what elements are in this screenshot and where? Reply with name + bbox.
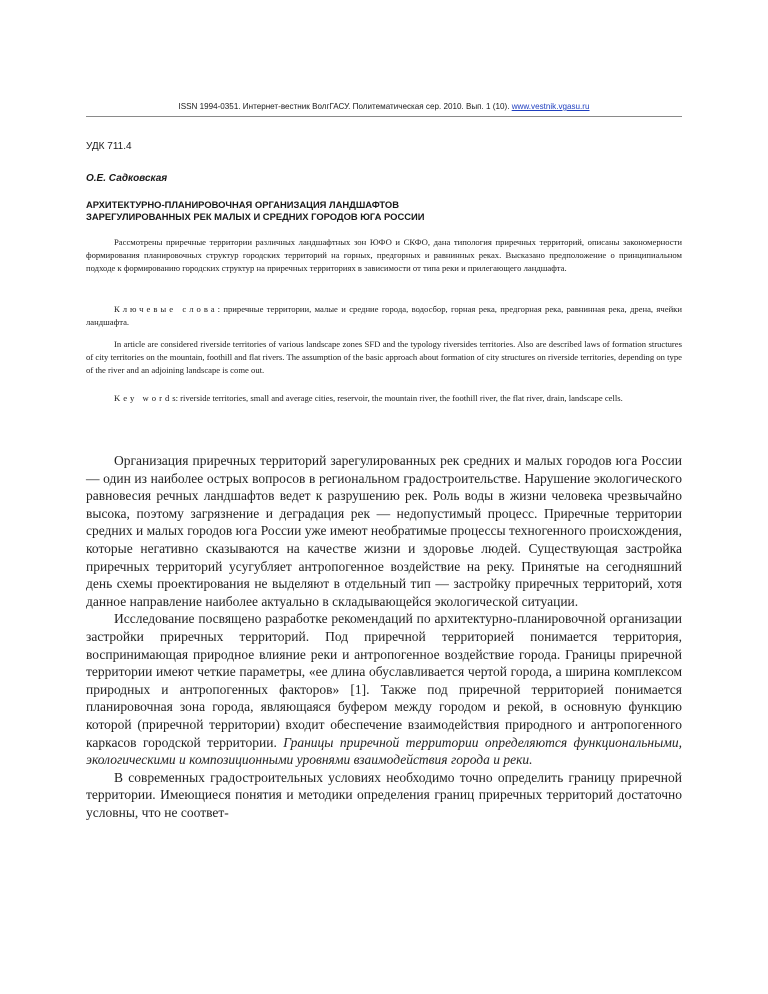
- journal-citation: ISSN 1994-0351. Интернет-вестник ВолгГАСУ. Политематическая сер. 2010. Вып. 1 (10).: [178, 102, 510, 111]
- journal-link[interactable]: www.vestnik.vgasu.ru: [511, 102, 590, 111]
- journal-header: [86, 102, 682, 111]
- abstract-ru: Рассмотрены приречные территории различных ландшафтных зон ЮФО и СКФО, дана типология приречных территорий, описаны закономерности формирования планировочных структур городских территорий на горных, предгорных и равнинных реках. Высказано предположение о принципиальном подходе к формированию городских структур на приречных территориях в зависимости от типа реки и прилегающего ландшафта.: [86, 237, 682, 273]
- body-paragraph-1: Организация приречных территорий зарегулированных рек средних и малых городов юга России — один из наиболее острых вопросов в региональном градостроительстве. Нарушение экологического равновесия речных ландшафтов ведет к разрушению рек. Роль воды в жизни человека чрезвычайно высока, поэтому загрязнение и деградация рек — недопустимый процесс. Приречные территории средних и малых городов юга России уже имеют необратимые процессы техногенного происхождения, которые негативно сказываются на качестве жизни и здоровье людей. Существующая застройка приречных территорий усугубляет антропогенное воздействие на реку. Принятые на сегодняшний день схемы проектирования не выделяют в отдельный тип — застройку приречных территорий, хотя данное направление наиболее актуально в складывающейся экологической ситуации.: [86, 453, 682, 609]
- title-line-2: ЗАРЕГУЛИРОВАННЫХ РЕК МАЛЫХ И СРЕДНИХ ГОРОДОВ ЮГА РОССИИ: [86, 210, 425, 222]
- keywords-en-text: s: riverside territories, small and average cities, reservoir, the mountain river, the foothill river, the flat river, drain, landscape cells.: [172, 393, 623, 403]
- body-paragraph-2: [86, 610, 682, 768]
- keywords-ru: [86, 303, 682, 329]
- keywords-en-label: Key word: [114, 393, 173, 403]
- body-paragraph-2-text: Исследование посвящено разработке рекомендаций по архитектурно-планировочной организации застройки приречных территорий. Под приречной территорией понимается территория, воспринимающая природное влияние реки и антропогенное воздействие города. Границы приречной территории имеют четкие параметры, «ее длина обуславливается чертой города, а ширина комплексом природных и антропогенных факторов» [1]. Также под приречной территорией понимается планировочная зона города, являющаяся буфером между городом и рекой, в основную функцию которой (приречной территории) входит обеспечение взаимодействия природного и антропогенного каркасов городской территории.: [86, 611, 682, 750]
- title-line-1: АРХИТЕКТУРНО-ПЛАНИРОВОЧНАЯ ОРГАНИЗАЦИЯ ЛАНДШАФТОВ: [86, 199, 399, 210]
- author-name: О.Е. Садковская: [86, 173, 168, 184]
- udk-code: УДК 711.4: [86, 141, 132, 152]
- keywords-en: [86, 392, 682, 405]
- body-paragraph-2-italic: Границы приречной территории определяются функциональными, экологическими и композиционными уровнями взаимодействия города и реки.: [86, 734, 682, 768]
- keywords-ru-text: : приречные территории, малые и средние города, водосбор, горная река, предгорная река, равнинная река, дрена, ячейки ландшафта.: [86, 304, 682, 327]
- article-title: [86, 199, 682, 222]
- abstract-en: In article are considered riverside territories of various landscape zones SFD and the typology riversides territories. Also are described laws of formation structures of city territories on the mountain, foothill and flat rivers. The assumption of the basic approach about formation of city structures on riverside territories, depending on type of the river and an adjoining landscape is come out.: [86, 339, 682, 375]
- body-paragraph-3: В современных градостроительных условиях необходимо точно определить границу приречной территории. Имеющиеся понятия и методики определения границ приречных территорий достаточно условны, что не соответ-: [86, 769, 682, 820]
- article-body: [86, 452, 682, 821]
- header-divider: [86, 116, 682, 117]
- keywords-ru-label: Ключевые слова: [114, 304, 218, 314]
